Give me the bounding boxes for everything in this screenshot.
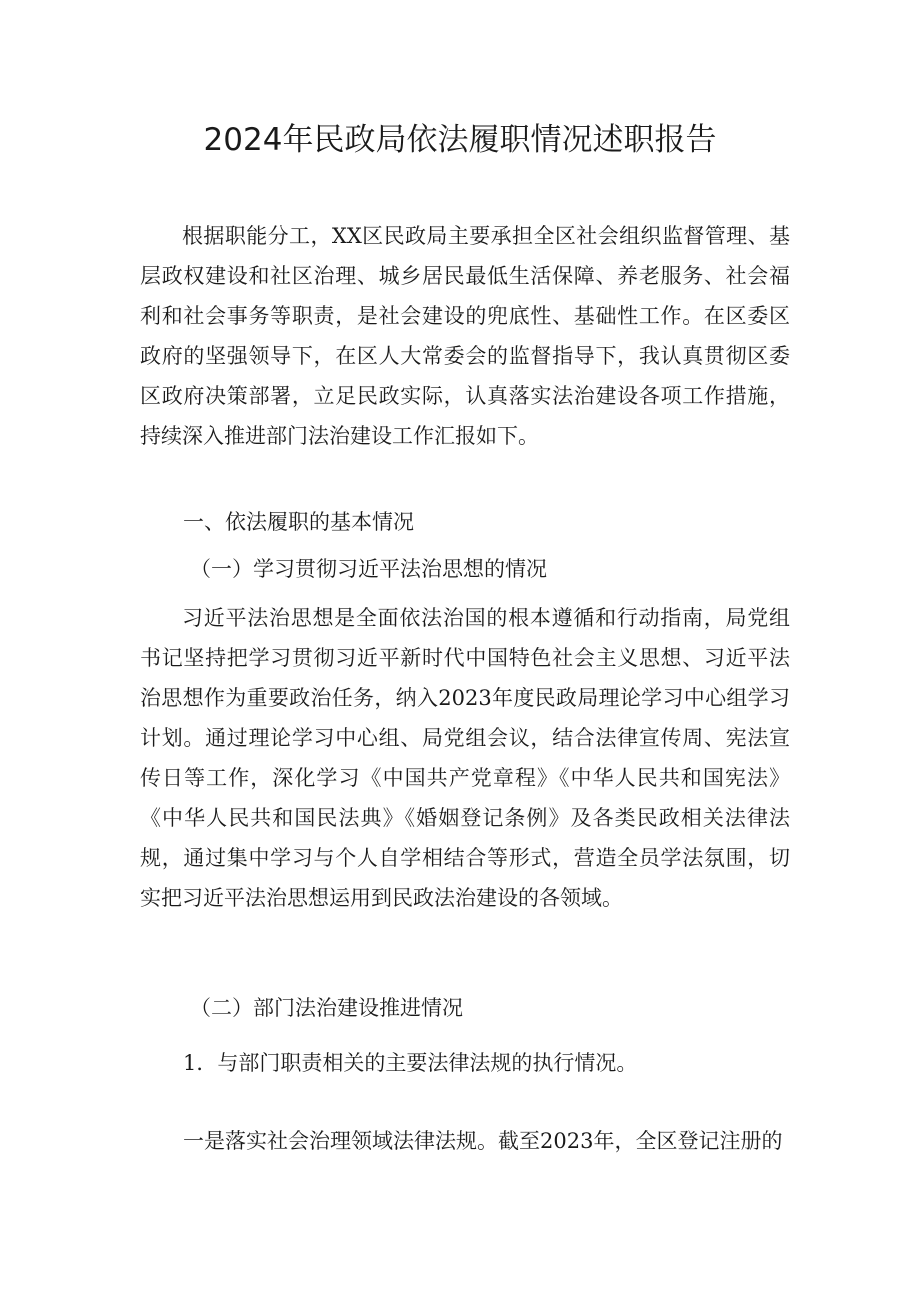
item-1-heading: 1．与部门职责相关的主要法律法规的执行情况。 — [183, 1051, 638, 1075]
intro-paragraph: 根据职能分工，XX区民政局主要承担全区社会组织监督管理、基层政权建设和社区治理、城乡居民最低生活保障、养老服务、社会福利和社会事务等职责，是社会建设的兜底性、基础性工作。在区委区政府的坚强领导下，在区人大常委会的监督指导下，我认真贯彻区委区政府决策部署，立足民政实际，认真落实法治建设各项工作措施，持续深入推进部门法治建设工作汇报如下。 — [140, 224, 790, 448]
section-heading-1: 一、依法履职的基本情况 — [183, 510, 414, 534]
subsection-heading-1: （一）学习贯彻习近平法治思想的情况 — [190, 557, 547, 581]
subsection-1-paragraph: 习近平法治思想是全面依法治国的根本遵循和行动指南，局党组书记坚持把学习贯彻习近平新时代中国特色社会主义思想、习近平法治思想作为重要政治任务，纳入2023年度民政局理论学习中心组学习计划。通过理论学习中心组、局党组会议，结合法律宣传周、宪法宣传日等工作，深化学习《中国共产党章程》《中华人民共和国宪法》《中华人民共和国民法典》《婚姻登记条例》及各类民政相关法律法规，通过集中学习与个人自学相结合等形式，营造全员学法氛围，切实把习近平法治思想运用到民政法治建设的各领域。 — [140, 606, 790, 910]
subsection-heading-2: （二）部门法治建设推进情况 — [190, 996, 463, 1020]
item-1-paragraph-start: 一是落实社会治理领域法律法规。截至2023年，全区登记注册的 — [183, 1129, 783, 1153]
document-title: 2024年民政局依法履职情况述职报告 — [203, 122, 717, 158]
